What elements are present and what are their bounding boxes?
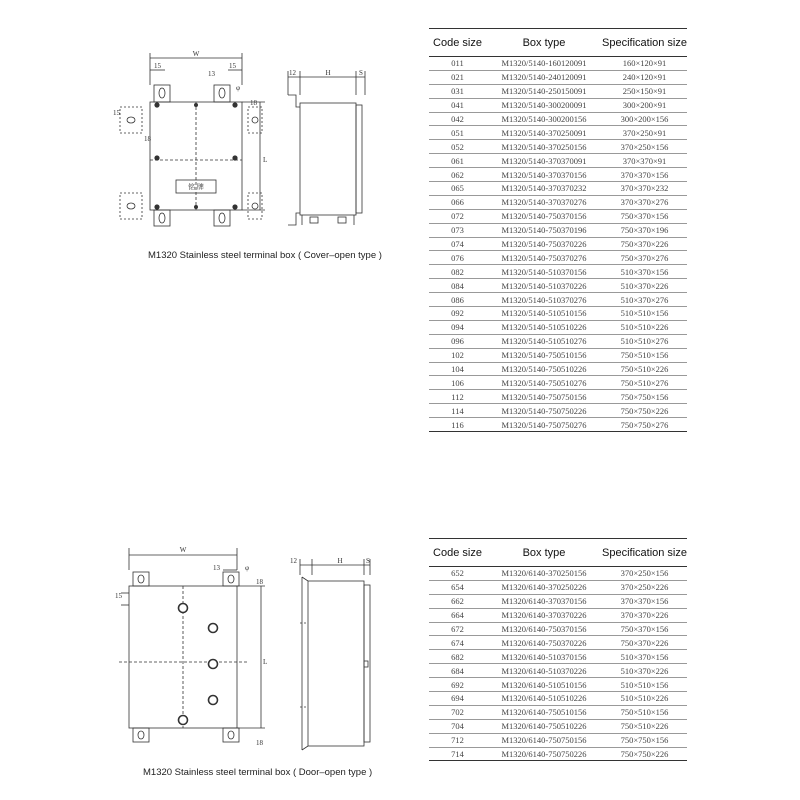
cell-spec-size: 750×510×226 — [602, 719, 687, 733]
cover-open-table-body — [429, 57, 687, 432]
table-row — [429, 705, 687, 719]
cell-spec-size: 750×750×226 — [602, 747, 687, 761]
dim-12: 12 — [289, 69, 296, 77]
cell-code-size: 652 — [429, 567, 486, 581]
cell-spec-size: 750×510×276 — [602, 376, 687, 390]
dim-13: 13 — [213, 564, 220, 572]
cell-code-size: 021 — [429, 70, 486, 84]
cell-code-size: 672 — [429, 622, 486, 636]
table-row — [429, 650, 687, 664]
cell-spec-size: 510×510×156 — [602, 307, 687, 321]
table-row — [429, 279, 687, 293]
cell-spec-size: 510×370×276 — [602, 293, 687, 307]
cell-box-type: M1320/6140-750370156 — [486, 622, 602, 636]
table-row — [429, 209, 687, 223]
cell-spec-size: 750×370×156 — [602, 622, 687, 636]
cell-box-type: M1320/5140-240120091 — [486, 70, 602, 84]
cell-box-type: M1320/5140-750510276 — [486, 376, 602, 390]
table-row — [429, 334, 687, 348]
cell-box-type: M1320/5140-750510156 — [486, 348, 602, 362]
cell-spec-size: 510×370×226 — [602, 664, 687, 678]
table-row — [429, 348, 687, 362]
col-header-box-type: Box type — [486, 29, 602, 57]
cell-spec-size: 370×250×156 — [602, 567, 687, 581]
table-row — [429, 307, 687, 321]
dim-phi: φ — [245, 564, 250, 572]
cell-spec-size: 370×370×232 — [602, 182, 687, 196]
door-open-spec-table — [429, 538, 687, 761]
cell-box-type: M1320/6140-370370156 — [486, 594, 602, 608]
dim-18-bottom: 18 — [256, 739, 263, 747]
cell-box-type: M1320/5140-300200156 — [486, 112, 602, 126]
cell-box-type: M1320/5140-750370156 — [486, 209, 602, 223]
table-row — [429, 293, 687, 307]
cell-code-size: 674 — [429, 636, 486, 650]
table-row — [429, 57, 687, 71]
dim-h: H — [337, 557, 343, 565]
cell-spec-size: 750×370×196 — [602, 223, 687, 237]
cell-box-type: M1320/5140-510510226 — [486, 320, 602, 334]
cell-spec-size: 750×750×226 — [602, 404, 687, 418]
cell-code-size: 086 — [429, 293, 486, 307]
cell-code-size: 065 — [429, 182, 486, 196]
cell-spec-size: 370×370×91 — [602, 154, 687, 168]
cell-box-type: M1320/5140-750510226 — [486, 362, 602, 376]
cell-code-size: 094 — [429, 320, 486, 334]
cell-spec-size: 750×370×226 — [602, 636, 687, 650]
dim-15: 15 — [115, 592, 122, 600]
cell-code-size: 011 — [429, 57, 486, 71]
cell-box-type: M1320/5140-510370156 — [486, 265, 602, 279]
cell-box-type: M1320/6140-750510226 — [486, 719, 602, 733]
cell-box-type: M1320/6140-370250226 — [486, 580, 602, 594]
cell-code-size: 694 — [429, 692, 486, 706]
cell-spec-size: 510×510×156 — [602, 678, 687, 692]
cell-code-size: 104 — [429, 362, 486, 376]
nameplate-text: 铭 牌 — [188, 183, 204, 191]
table-row — [429, 98, 687, 112]
cell-spec-size: 750×750×156 — [602, 390, 687, 404]
cell-code-size: 051 — [429, 126, 486, 140]
table-row — [429, 733, 687, 747]
cell-spec-size: 750×750×276 — [602, 418, 687, 432]
cell-box-type: M1320/5140-750370276 — [486, 251, 602, 265]
cell-code-size: 692 — [429, 678, 486, 692]
col-header-box-type: Box type — [486, 539, 602, 567]
cell-spec-size: 300×200×91 — [602, 98, 687, 112]
table-row — [429, 594, 687, 608]
table-row — [429, 692, 687, 706]
table-row — [429, 636, 687, 650]
cell-code-size: 084 — [429, 279, 486, 293]
cell-box-type: M1320/5140-750750276 — [486, 418, 602, 432]
dim-18-right: 18 — [250, 99, 257, 107]
cell-code-size: 114 — [429, 404, 486, 418]
cell-box-type: M1320/6140-750510156 — [486, 705, 602, 719]
col-header-code-size: Code size — [429, 29, 486, 57]
cell-code-size: 662 — [429, 594, 486, 608]
door-open-side-view — [280, 553, 375, 758]
cell-code-size: 102 — [429, 348, 486, 362]
cell-box-type: M1320/6140-510510156 — [486, 678, 602, 692]
cover-open-caption: M1320 Stainless steel terminal box ( Cover–open type ) — [148, 250, 382, 261]
table-row — [429, 362, 687, 376]
cell-code-size: 682 — [429, 650, 486, 664]
dim-w: W — [179, 546, 187, 554]
table-row — [429, 70, 687, 84]
dim-12: 12 — [290, 557, 297, 565]
cell-box-type: M1320/5140-370250156 — [486, 140, 602, 154]
cell-spec-size: 510×370×156 — [602, 265, 687, 279]
cell-code-size: 684 — [429, 664, 486, 678]
cell-spec-size: 510×510×276 — [602, 334, 687, 348]
cell-box-type: M1320/5140-370250091 — [486, 126, 602, 140]
dim-18-left: 18 — [144, 135, 151, 143]
cell-box-type: M1320/6140-510510226 — [486, 692, 602, 706]
cover-open-front-view — [110, 45, 275, 245]
cell-code-size: 106 — [429, 376, 486, 390]
table-row — [429, 251, 687, 265]
cell-spec-size: 510×510×226 — [602, 320, 687, 334]
door-open-front-view — [115, 540, 280, 760]
cover-open-spec-table — [429, 28, 687, 432]
cell-spec-size: 240×120×91 — [602, 70, 687, 84]
dim-s: S — [359, 69, 363, 77]
cell-spec-size: 370×370×226 — [602, 608, 687, 622]
table-row — [429, 168, 687, 182]
cell-spec-size: 750×510×156 — [602, 348, 687, 362]
table-row — [429, 223, 687, 237]
table-row — [429, 664, 687, 678]
cell-box-type: M1320/5140-370370232 — [486, 182, 602, 196]
cell-box-type: M1320/5140-510370226 — [486, 279, 602, 293]
dim-15-left: 15 — [154, 62, 161, 70]
cell-box-type: M1320/5140-250150091 — [486, 84, 602, 98]
cell-box-type: M1320/5140-370370091 — [486, 154, 602, 168]
cell-code-size: 702 — [429, 705, 486, 719]
dim-15-side: 15 — [113, 109, 120, 117]
cell-box-type: M1320/5140-750370226 — [486, 237, 602, 251]
cell-spec-size: 370×370×156 — [602, 168, 687, 182]
cell-code-size: 072 — [429, 209, 486, 223]
cell-spec-size: 160×120×91 — [602, 57, 687, 71]
cell-code-size: 042 — [429, 112, 486, 126]
cell-code-size: 704 — [429, 719, 486, 733]
dim-s: S — [366, 557, 370, 565]
cell-code-size: 062 — [429, 168, 486, 182]
table-row — [429, 567, 687, 581]
cell-spec-size: 750×510×156 — [602, 705, 687, 719]
cell-box-type: M1320/6140-510370156 — [486, 650, 602, 664]
table-row — [429, 747, 687, 761]
table-row — [429, 195, 687, 209]
cell-code-size: 041 — [429, 98, 486, 112]
table-row — [429, 126, 687, 140]
cell-box-type: M1320/5140-510510276 — [486, 334, 602, 348]
cell-code-size: 076 — [429, 251, 486, 265]
cell-box-type: M1320/5140-750750226 — [486, 404, 602, 418]
table-row — [429, 580, 687, 594]
cell-box-type: M1320/6140-750750226 — [486, 747, 602, 761]
cell-code-size: 052 — [429, 140, 486, 154]
dim-18-top: 18 — [256, 578, 263, 586]
col-header-code-size: Code size — [429, 539, 486, 567]
cell-code-size: 112 — [429, 390, 486, 404]
cell-code-size: 066 — [429, 195, 486, 209]
dim-l: L — [263, 156, 268, 164]
cell-spec-size: 370×250×226 — [602, 580, 687, 594]
table-row — [429, 182, 687, 196]
cell-code-size: 092 — [429, 307, 486, 321]
cell-box-type: M1320/6140-750370226 — [486, 636, 602, 650]
dim-l: L — [263, 658, 268, 666]
cell-code-size: 073 — [429, 223, 486, 237]
door-open-caption: M1320 Stainless steel terminal box ( Door–open type ) — [143, 767, 373, 778]
table-row — [429, 390, 687, 404]
cell-box-type: M1320/6140-510370226 — [486, 664, 602, 678]
cell-spec-size: 370×370×156 — [602, 594, 687, 608]
cell-box-type: M1320/6140-370370226 — [486, 608, 602, 622]
table-row — [429, 320, 687, 334]
dim-13: 13 — [208, 70, 215, 78]
cell-box-type: M1320/5140-160120091 — [486, 57, 602, 71]
dim-h: H — [325, 69, 331, 77]
cell-code-size: 074 — [429, 237, 486, 251]
cell-box-type: M1320/6140-370250156 — [486, 567, 602, 581]
table-row — [429, 237, 687, 251]
dim-phi: φ — [236, 84, 241, 92]
table-row — [429, 376, 687, 390]
cell-box-type: M1320/5140-510370276 — [486, 293, 602, 307]
cell-spec-size: 750×370×276 — [602, 251, 687, 265]
cell-spec-size: 750×370×226 — [602, 237, 687, 251]
cell-spec-size: 250×150×91 — [602, 84, 687, 98]
cell-spec-size: 750×370×156 — [602, 209, 687, 223]
cell-box-type: M1320/5140-510510156 — [486, 307, 602, 321]
cell-code-size: 712 — [429, 733, 486, 747]
cell-spec-size: 510×370×226 — [602, 279, 687, 293]
cell-spec-size: 300×200×156 — [602, 112, 687, 126]
cell-spec-size: 750×750×156 — [602, 733, 687, 747]
cell-box-type: M1320/5140-750370196 — [486, 223, 602, 237]
cell-spec-size: 370×370×276 — [602, 195, 687, 209]
cell-code-size: 082 — [429, 265, 486, 279]
cell-spec-size: 750×510×226 — [602, 362, 687, 376]
cell-code-size: 664 — [429, 608, 486, 622]
col-header-spec-size: Specification size — [602, 29, 687, 57]
cell-code-size: 714 — [429, 747, 486, 761]
cell-spec-size: 510×510×226 — [602, 692, 687, 706]
cell-code-size: 031 — [429, 84, 486, 98]
cell-box-type: M1320/5140-750750156 — [486, 390, 602, 404]
table-row — [429, 622, 687, 636]
table-row — [429, 154, 687, 168]
cell-box-type: M1320/5140-370370156 — [486, 168, 602, 182]
dim-w: W — [192, 50, 200, 58]
table-row — [429, 418, 687, 432]
col-header-spec-size: Specification size — [602, 539, 687, 567]
table-row — [429, 84, 687, 98]
cell-box-type: M1320/5140-370370276 — [486, 195, 602, 209]
table-row — [429, 112, 687, 126]
door-open-table-body — [429, 567, 687, 761]
cell-spec-size: 370×250×156 — [602, 140, 687, 154]
table-row — [429, 404, 687, 418]
cell-spec-size: 510×370×156 — [602, 650, 687, 664]
cell-code-size: 061 — [429, 154, 486, 168]
cover-open-side-view — [280, 65, 375, 240]
cell-code-size: 096 — [429, 334, 486, 348]
table-row — [429, 678, 687, 692]
table-row — [429, 608, 687, 622]
table-row — [429, 719, 687, 733]
cell-box-type: M1320/5140-300200091 — [486, 98, 602, 112]
table-row — [429, 140, 687, 154]
cell-spec-size: 370×250×91 — [602, 126, 687, 140]
cell-code-size: 654 — [429, 580, 486, 594]
dim-15-right: 15 — [229, 62, 236, 70]
table-row — [429, 265, 687, 279]
cell-box-type: M1320/6140-750750156 — [486, 733, 602, 747]
cell-code-size: 116 — [429, 418, 486, 432]
